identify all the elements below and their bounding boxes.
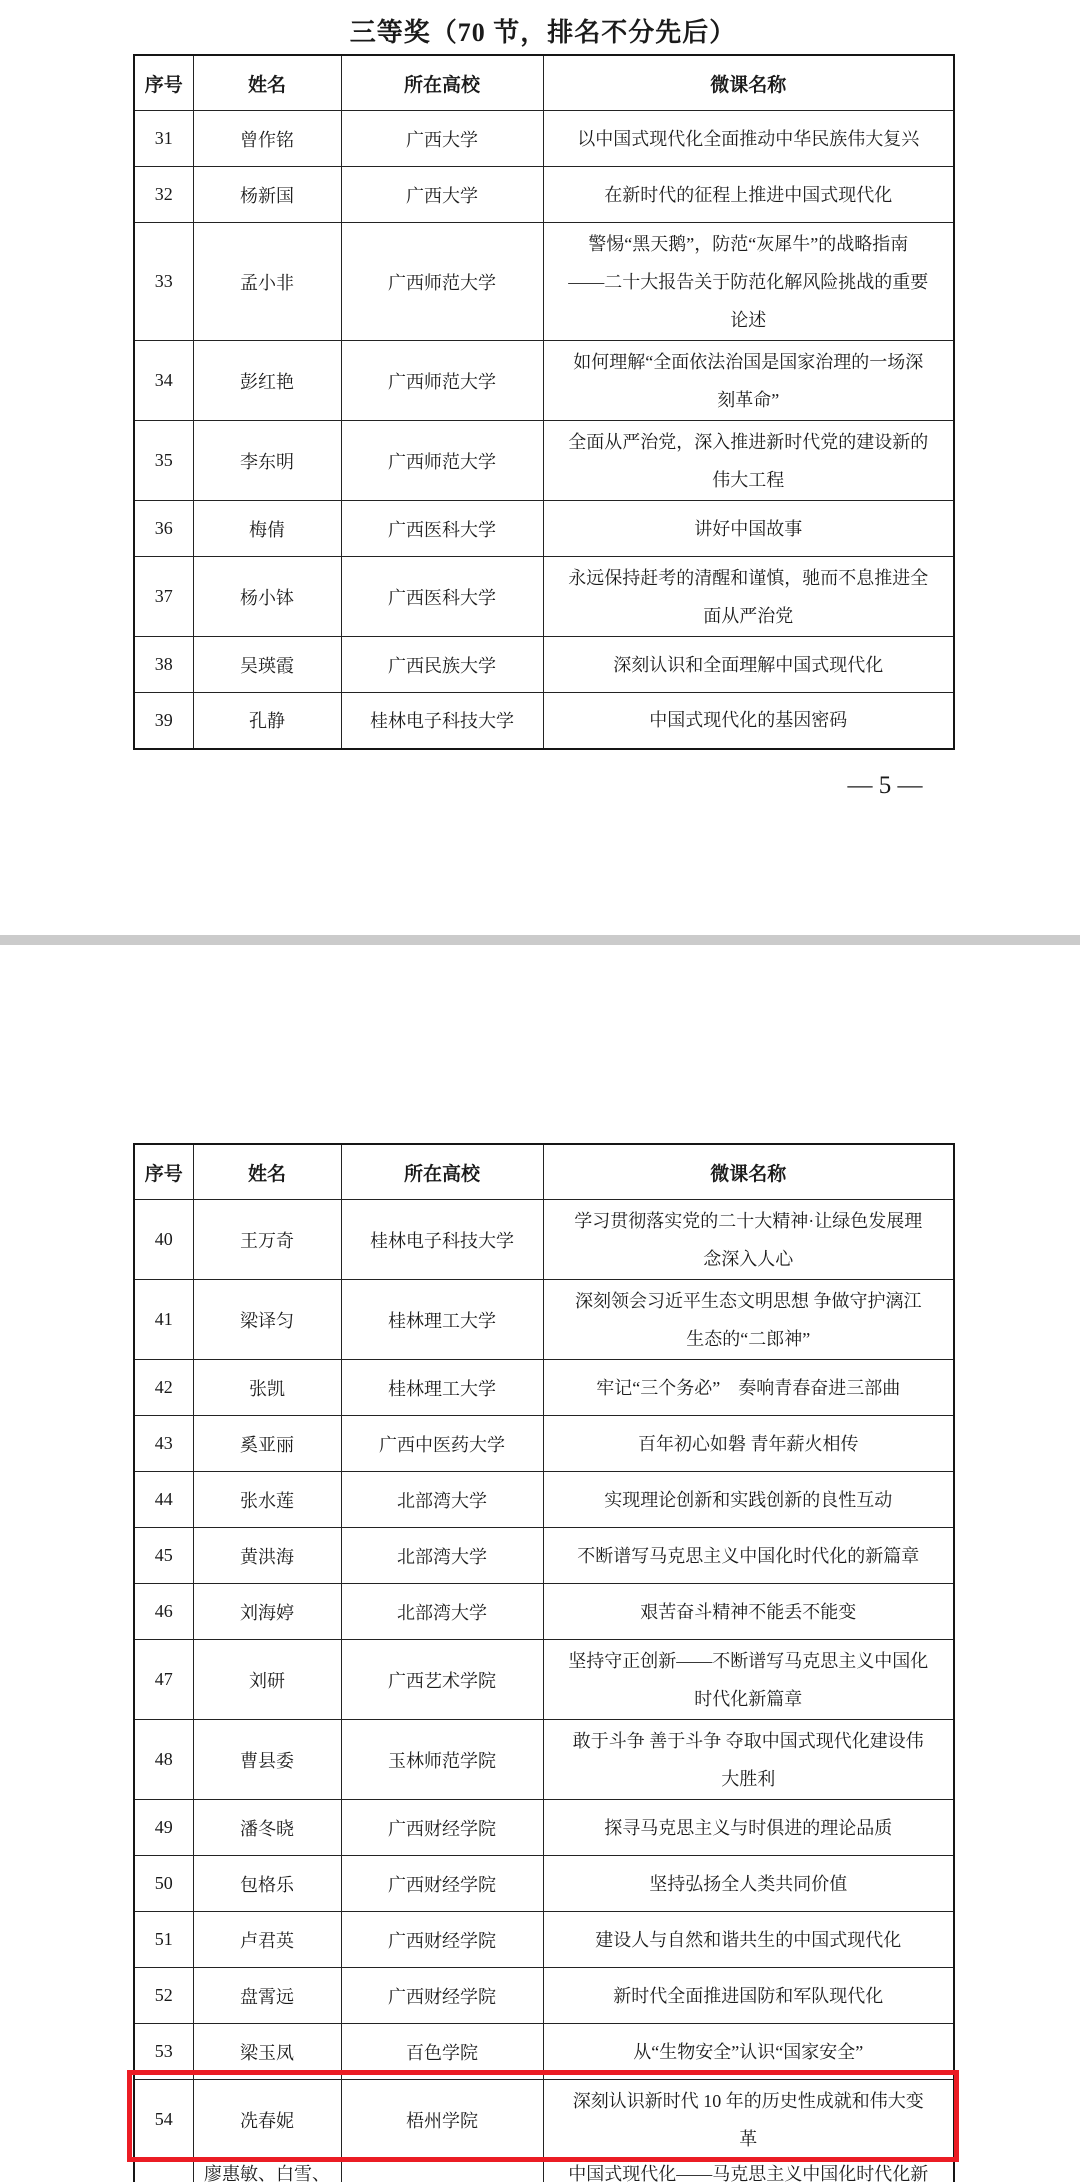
cell-winner-name: 曾作铭 xyxy=(193,111,341,167)
cell-serial-number: 31 xyxy=(134,111,193,167)
cell-course-title xyxy=(543,421,954,501)
cell-winner-name: 刘研 xyxy=(193,1640,341,1720)
cell-course-title xyxy=(543,1200,954,1280)
course-title-line: 探寻马克思主义与时俱进的理论品质 xyxy=(604,1817,893,1838)
cell-winner-name: 梅倩 xyxy=(193,501,341,557)
table-row-37 xyxy=(134,557,954,637)
page-number: — 5 — xyxy=(847,772,923,799)
cell-university: 玉林师范学院 xyxy=(341,1720,543,1800)
cell-course-title xyxy=(543,1720,954,1800)
cell-course-title xyxy=(543,167,954,223)
col-header-school: 所在高校 xyxy=(341,55,543,111)
table-row-53 xyxy=(134,2024,954,2080)
table-row-38 xyxy=(134,637,954,693)
cell-university: 桂林电子科技大学 xyxy=(341,1200,543,1280)
cell-serial-number xyxy=(134,2160,193,2182)
course-title-line: 坚持弘扬全人类共同价值 xyxy=(649,1873,848,1894)
course-title-line: 论述 xyxy=(730,309,767,330)
course-title-line: 生态的“二郎神” xyxy=(686,1328,811,1349)
cell-winner-name: 彭红艳 xyxy=(193,341,341,421)
cell-serial-number: 36 xyxy=(134,501,193,557)
cell-course-title xyxy=(543,1416,954,1472)
course-title-line: 学习贯彻落实党的二十大精神·让绿色发展理 xyxy=(574,1210,923,1231)
cell-university: 广西财经学院 xyxy=(341,1856,543,1912)
cell-course-title xyxy=(543,557,954,637)
table-row-41 xyxy=(134,1280,954,1360)
cell-serial-number: 32 xyxy=(134,167,193,223)
header-row xyxy=(134,1144,954,1200)
course-title-line: 坚持守正创新——不断谱写马克思主义中国化 xyxy=(568,1650,929,1671)
cell-winner-name: 刘海婷 xyxy=(193,1584,341,1640)
course-title-line: 艰苦奋斗精神不能丢不能变 xyxy=(640,1601,857,1622)
cell-serial-number: 39 xyxy=(134,693,193,749)
cell-course-title xyxy=(543,2160,954,2182)
cell-serial-number: 47 xyxy=(134,1640,193,1720)
cell-university: 广西大学 xyxy=(341,167,543,223)
cell-university: 桂林理工大学 xyxy=(341,1280,543,1360)
course-title-line: 牢记“三个务必” 奏响青春奋进三部曲 xyxy=(596,1377,901,1398)
cell-university: 北部湾大学 xyxy=(341,1472,543,1528)
table-row-45 xyxy=(134,1528,954,1584)
table-row-54 xyxy=(134,2080,954,2160)
table-row-43 xyxy=(134,1416,954,1472)
table-row-33 xyxy=(134,223,954,341)
cell-winner-name: 杨小钵 xyxy=(193,557,341,637)
cell-winner-name: 潘冬晓 xyxy=(193,1800,341,1856)
cell-serial-number: 45 xyxy=(134,1528,193,1584)
cell-serial-number: 34 xyxy=(134,341,193,421)
course-title-line: 刻革命” xyxy=(717,389,780,410)
table-row-52 xyxy=(134,1968,954,2024)
cell-serial-number: 50 xyxy=(134,1856,193,1912)
table-row-32 xyxy=(134,167,954,223)
table-row-48 xyxy=(134,1720,954,1800)
table-row-50 xyxy=(134,1856,954,1912)
cell-university: 广西大学 xyxy=(341,111,543,167)
cell-winner-name: 梁译匀 xyxy=(193,1280,341,1360)
cell-course-title xyxy=(543,1280,954,1360)
col-header-no: 序号 xyxy=(134,55,193,111)
course-title-line: 新时代全面推进国防和军队现代化 xyxy=(613,1985,884,2006)
cell-course-title xyxy=(543,1360,954,1416)
cell-course-title xyxy=(543,1472,954,1528)
course-title-line: 中国式现代化的基因密码 xyxy=(649,710,848,731)
cell-serial-number: 48 xyxy=(134,1720,193,1800)
cell-course-title xyxy=(543,111,954,167)
course-title-line: 念深入人心 xyxy=(703,1248,794,1269)
cell-winner-name: 曹县委 xyxy=(193,1720,341,1800)
cell-serial-number: 35 xyxy=(134,421,193,501)
cell-serial-number: 43 xyxy=(134,1416,193,1472)
table-row-49 xyxy=(134,1800,954,1856)
cell-course-title xyxy=(543,341,954,421)
cell-winner-name: 李东明 xyxy=(193,421,341,501)
table-row-44 xyxy=(134,1472,954,1528)
cell-serial-number: 33 xyxy=(134,223,193,341)
section-title-third-prize: 三等奖（70 节，排名不分先后） xyxy=(349,18,737,47)
col-header-no: 序号 xyxy=(134,1144,193,1200)
header-row xyxy=(134,55,954,111)
cell-serial-number: 51 xyxy=(134,1912,193,1968)
cell-serial-number: 53 xyxy=(134,2024,193,2080)
cell-course-title xyxy=(543,1528,954,1584)
table-row-36 xyxy=(134,501,954,557)
cell-winner-name: 孔静 xyxy=(193,693,341,749)
course-title-line: 从“生物安全”认识“国家安全” xyxy=(633,2041,864,2062)
table-row-35 xyxy=(134,421,954,501)
cell-university: 广西师范大学 xyxy=(341,421,543,501)
course-title-line: 深刻认识和全面理解中国式现代化 xyxy=(613,654,884,675)
col-header-school: 所在高校 xyxy=(341,1144,543,1200)
col-header-course: 微课名称 xyxy=(543,1144,954,1200)
course-title-line: 建设人与自然和谐共生的中国式现代化 xyxy=(595,1929,902,1950)
course-title-line: 大胜利 xyxy=(721,1768,776,1789)
course-title-line: 敢于斗争 善于斗争 夺取中国式现代化建设伟 xyxy=(572,1730,924,1751)
table-row-40 xyxy=(134,1200,954,1280)
col-header-name: 姓名 xyxy=(193,55,341,111)
cell-university: 广西医科大学 xyxy=(341,501,543,557)
course-title-line: 全面从严治党，深入推进新时代党的建设新的 xyxy=(568,431,929,452)
course-title-line: 在新时代的征程上推进中国式现代化 xyxy=(604,184,893,205)
course-title-line: ——二十大报告关于防范化解风险挑战的重要 xyxy=(568,271,929,292)
col-header-name: 姓名 xyxy=(193,1144,341,1200)
cell-serial-number: 37 xyxy=(134,557,193,637)
cell-university xyxy=(341,2160,543,2182)
cell-winner-name: 吴瑛霞 xyxy=(193,637,341,693)
cell-university: 桂林电子科技大学 xyxy=(341,693,543,749)
cell-winner-name: 冼春妮 xyxy=(193,2080,341,2160)
course-title-line: 革 xyxy=(739,2128,758,2149)
cell-winner-name: 王万奇 xyxy=(193,1200,341,1280)
course-title-line: 以中国式现代化全面推动中华民族伟大复兴 xyxy=(577,128,920,149)
course-title-line: 实现理论创新和实践创新的良性互动 xyxy=(604,1489,893,1510)
cell-university: 北部湾大学 xyxy=(341,1528,543,1584)
cell-serial-number: 42 xyxy=(134,1360,193,1416)
cell-serial-number: 54 xyxy=(134,2080,193,2160)
cell-course-title xyxy=(543,223,954,341)
cell-course-title xyxy=(543,2080,954,2160)
cell-serial-number: 41 xyxy=(134,1280,193,1360)
cell-course-title xyxy=(543,1968,954,2024)
cell-university: 桂林理工大学 xyxy=(341,1360,543,1416)
cell-university: 广西师范大学 xyxy=(341,341,543,421)
table-row-partial xyxy=(134,2160,954,2182)
course-title-line: 深刻认识新时代 10 年的历史性成就和伟大变 xyxy=(572,2090,924,2111)
cell-winner-name: 包格乐 xyxy=(193,1856,341,1912)
course-title-line: 面从严治党 xyxy=(703,605,794,626)
cell-course-title xyxy=(543,1640,954,1720)
table-row-51 xyxy=(134,1912,954,1968)
course-title-line: 讲好中国故事 xyxy=(694,518,803,539)
cell-course-title xyxy=(543,1856,954,1912)
third-prize-table-page5 xyxy=(133,54,955,750)
cell-university: 广西中医药大学 xyxy=(341,1416,543,1472)
cell-serial-number: 40 xyxy=(134,1200,193,1280)
table-row-31 xyxy=(134,111,954,167)
table-row-34 xyxy=(134,341,954,421)
cell-course-title xyxy=(543,501,954,557)
cell-course-title xyxy=(543,693,954,749)
cell-university: 广西财经学院 xyxy=(341,1968,543,2024)
table-row-39 xyxy=(134,693,954,749)
cell-winner-name: 卢君英 xyxy=(193,1912,341,1968)
cell-course-title xyxy=(543,637,954,693)
cell-serial-number: 52 xyxy=(134,1968,193,2024)
cell-winner-name: 张水莲 xyxy=(193,1472,341,1528)
course-title-line: 深刻领会习近平生态文明思想 争做守护漓江 xyxy=(575,1290,922,1311)
cell-serial-number: 38 xyxy=(134,637,193,693)
table-row-46 xyxy=(134,1584,954,1640)
third-prize-table-page6 xyxy=(133,1143,955,2182)
cell-course-title xyxy=(543,1584,954,1640)
cell-university: 广西财经学院 xyxy=(341,1912,543,1968)
course-title-line: 永远保持赶考的清醒和谨慎，驰而不息推进全 xyxy=(568,567,929,588)
course-title-line: 如何理解“全面依法治国是国家治理的一场深 xyxy=(573,351,924,372)
course-title-line: 伟大工程 xyxy=(712,469,785,490)
course-title-line: 时代化新篇章 xyxy=(694,1688,803,1709)
cell-university: 广西医科大学 xyxy=(341,557,543,637)
table-row-47 xyxy=(134,1640,954,1720)
cell-winner-name: 杨新国 xyxy=(193,167,341,223)
cell-winner-name: 盘霄远 xyxy=(193,1968,341,2024)
cell-course-title xyxy=(543,1912,954,1968)
course-title-line: 警惕“黑天鹅”，防范“灰犀牛”的战略指南 xyxy=(588,233,909,254)
cell-serial-number: 44 xyxy=(134,1472,193,1528)
cell-serial-number: 46 xyxy=(134,1584,193,1640)
cell-winner-name: 张凯 xyxy=(193,1360,341,1416)
course-title-line: 不断谱写马克思主义中国化时代化的新篇章 xyxy=(577,1545,920,1566)
cell-winner-name: 梁玉凤 xyxy=(193,2024,341,2080)
cell-university: 广西财经学院 xyxy=(341,1800,543,1856)
cell-winner-name: 黄洪海 xyxy=(193,1528,341,1584)
cell-course-title xyxy=(543,2024,954,2080)
col-header-course: 微课名称 xyxy=(543,55,954,111)
cell-winner-name: 奚亚丽 xyxy=(193,1416,341,1472)
course-title-line: 中国式现代化——马克思主义中国化时代化新 xyxy=(568,2164,929,2182)
cell-university: 北部湾大学 xyxy=(341,1584,543,1640)
cell-university: 梧州学院 xyxy=(341,2080,543,2160)
table-row-42 xyxy=(134,1360,954,1416)
cell-university: 广西民族大学 xyxy=(341,637,543,693)
cell-serial-number: 49 xyxy=(134,1800,193,1856)
cell-course-title xyxy=(543,1800,954,1856)
cell-university: 广西艺术学院 xyxy=(341,1640,543,1720)
page-break-divider xyxy=(0,935,1080,945)
cell-winner-name: 廖惠敏、白雪、 xyxy=(193,2160,341,2182)
cell-winner-name: 孟小非 xyxy=(193,223,341,341)
course-title-line: 百年初心如磐 青年薪火相传 xyxy=(638,1433,859,1454)
cell-university: 百色学院 xyxy=(341,2024,543,2080)
cell-university: 广西师范大学 xyxy=(341,223,543,341)
